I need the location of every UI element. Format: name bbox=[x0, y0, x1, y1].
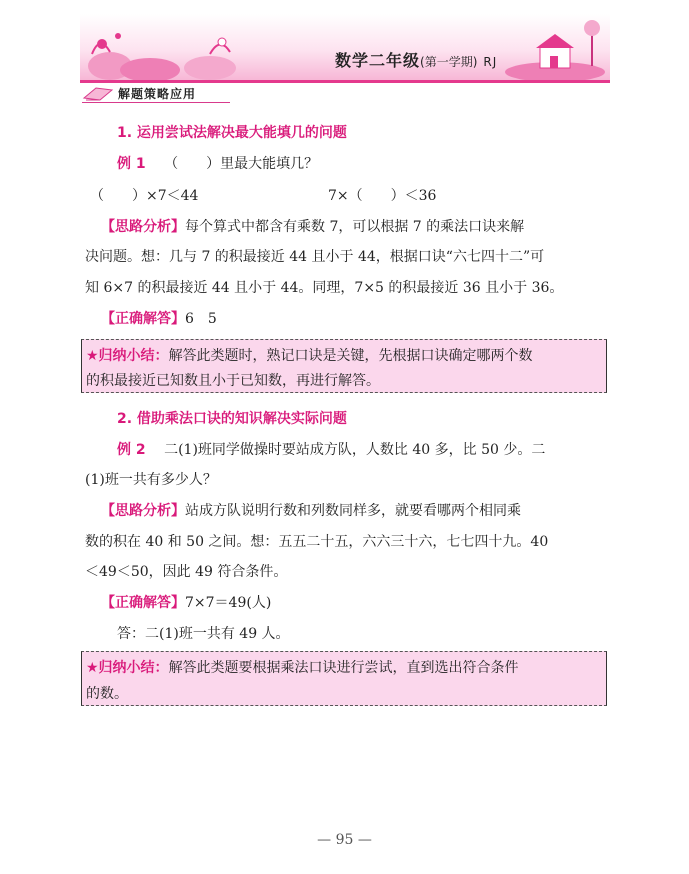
summary1-box bbox=[81, 339, 607, 393]
house-tree-icon bbox=[500, 14, 610, 80]
answer2-label: 【正确解答】 bbox=[101, 595, 185, 611]
analysis2-line-3: ＜49＜50，因此 49 符合条件。 bbox=[85, 564, 288, 580]
answer2-line bbox=[101, 592, 271, 612]
summary2-box bbox=[81, 651, 607, 706]
summary2-line-1 bbox=[86, 657, 519, 677]
analysis1-label: 【思路分析】 bbox=[101, 219, 185, 235]
summary1-text-1: 解答此类题时，熟记口诀是关键，先根据口诀确定哪两个数 bbox=[168, 348, 533, 364]
section-tag-label: 解题策略应用 bbox=[118, 87, 197, 101]
section-tag bbox=[82, 84, 232, 104]
book-icon bbox=[82, 84, 114, 102]
example1-label: 例 1 bbox=[117, 156, 146, 172]
example2-text-1: 二(1)班同学做操时要站成方队，人数比 40 多，比 50 少。二 bbox=[164, 442, 546, 458]
answer2-text: 7×7＝49(人) bbox=[185, 595, 272, 611]
example1-equation-2: 7×（ ）＜36 bbox=[328, 188, 437, 204]
analysis2-line-1 bbox=[101, 500, 521, 520]
summary2-text-1: 解答此类题要根据乘法口诀进行尝试，直到选出符合条件 bbox=[168, 660, 519, 676]
example1-line bbox=[117, 153, 318, 173]
topic1-heading: 1. 运用尝试法解决最大能填几的问题 bbox=[117, 125, 347, 141]
topic2-heading: 2. 借助乘法口诀的知识解决实际问题 bbox=[117, 411, 347, 427]
page-number: — 95 — bbox=[317, 832, 372, 848]
example2-line-2: (1)班一共有多少人？ bbox=[85, 472, 217, 488]
analysis2-text-1: 站成方队说明行数和列数同样多，就要看哪两个相同乘 bbox=[185, 503, 521, 519]
final-answer: 答：二(1)班一共有 49 人。 bbox=[117, 626, 290, 642]
analysis2-label: 【思路分析】 bbox=[101, 503, 185, 519]
example1-equation-1: （ ）×7＜44 bbox=[90, 188, 199, 204]
analysis1-line-1 bbox=[101, 216, 524, 236]
answer1-line bbox=[101, 308, 217, 328]
flower-decoration-icon bbox=[80, 14, 250, 80]
analysis1-line-3: 知 6×7 的积最接近 44 且小于 44。同理，7×5 的积最接近 36 且小于 36。 bbox=[85, 280, 564, 296]
book-title: 数学二年级(第一学期) RJ bbox=[335, 51, 498, 70]
answer1-text: 6 5 bbox=[185, 311, 217, 327]
analysis1-text-1: 每个算式中都含有乘数 7，可以根据 7 的乘法口诀来解 bbox=[185, 219, 525, 235]
analysis2-line-2: 数的积在 40 和 50 之间。想：五五二十五，六六三十六，七七四十九。40 bbox=[85, 534, 549, 550]
analysis1-line-2: 决问题。想：几与 7 的积最接近 44 且小于 44，根据口诀“六七四十二”可 bbox=[85, 249, 545, 265]
summary2-line-2: 的数。 bbox=[86, 686, 128, 702]
section-tag-underline bbox=[82, 102, 230, 103]
summary1-line-2: 的积最接近已知数且小于已知数，再进行解答。 bbox=[86, 373, 380, 389]
example2-line-1 bbox=[117, 439, 545, 459]
header-banner bbox=[80, 14, 610, 83]
summary1-label: ★归纳小结： bbox=[86, 348, 169, 364]
answer1-label: 【正确解答】 bbox=[101, 311, 185, 327]
example2-label: 例 2 bbox=[117, 442, 146, 458]
summary1-line-1 bbox=[86, 345, 533, 365]
summary2-label: ★归纳小结： bbox=[86, 660, 169, 676]
example1-question: （ ）里最大能填几？ bbox=[164, 156, 319, 172]
